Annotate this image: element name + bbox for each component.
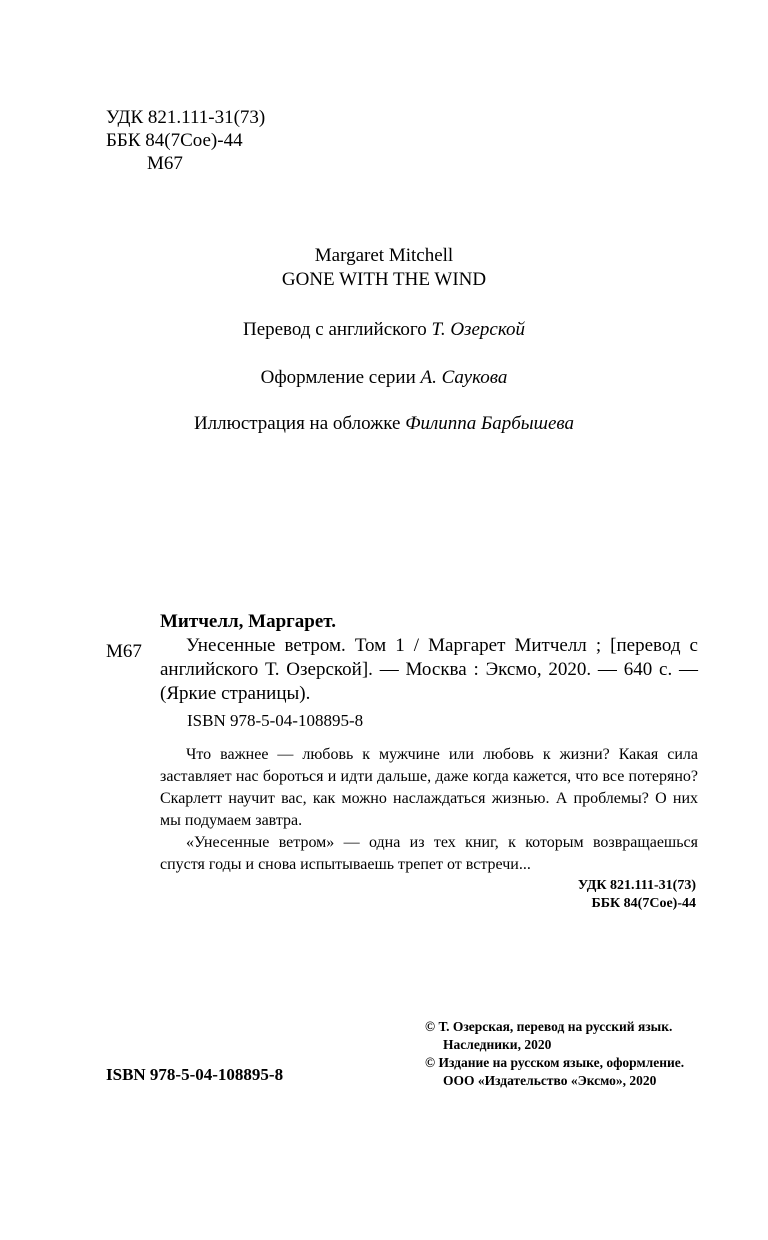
original-author: Margaret Mitchell <box>314 245 454 266</box>
translation-prefix: Перевод с английского <box>242 319 432 340</box>
author-mark: М67 <box>147 153 183 174</box>
series-designer-name: А. Саукова <box>420 367 508 388</box>
card-classification <box>578 877 696 913</box>
series-design-credit <box>0 366 768 390</box>
card-author-heading: Митчелл, Маргарет. <box>160 611 336 632</box>
cover-illustration-credit <box>0 412 768 436</box>
annotation <box>160 744 698 876</box>
card-entry: Унесенные ветром. Том 1 / Маргарет Митчелл ; [перевод с английского Т. Озерской]. — Москва : Эксмо, 2020. — 640 с. — (Яркие страницы). <box>160 635 698 704</box>
card-bbk: ББК 84(7Сое)-44 <box>591 896 696 911</box>
card-author-mark: М67 <box>106 641 142 662</box>
card-udk: УДК 821.111-31(73) <box>577 878 696 893</box>
copyright-translation: © Т. Озерская, перевод на русский язык. <box>425 1019 673 1034</box>
udk-code: УДК 821.111-31(73) <box>106 107 266 128</box>
series-design-prefix: Оформление серии <box>260 367 421 388</box>
copyright-block <box>425 1018 715 1090</box>
cover-illustration-prefix: Иллюстрация на обложке <box>193 413 406 434</box>
isbn-bottom: ISBN 978-5-04-108895-8 <box>106 1065 284 1084</box>
translation-credit <box>0 318 768 342</box>
annotation-paragraph-1: Что важнее — любовь к мужчине или любовь к жизни? Какая сила заставляет нас бороться и идти дальше, даже когда кажется, что все потеряно? Скарлетт научит вас, как можно наслаждаться жизнью. А проблемы? О них мы подумаем завтра. <box>160 746 698 829</box>
bbk-code: ББК 84(7Сое)-44 <box>106 130 243 151</box>
annotation-paragraph-2: «Унесенные ветром» — одна из тех книг, к которым возвращаешься спустя годы и снова испытываешь трепет от встречи... <box>160 834 698 873</box>
card-isbn: ISBN 978-5-04-108895-8 <box>187 711 364 730</box>
cover-illustrator-name: Филиппа Барбышева <box>405 413 575 434</box>
copyright-edition: © Издание на русском языке, оформление. <box>425 1055 685 1070</box>
copyright-publisher: ООО «Издательство «Эксмо», 2020 <box>443 1073 657 1088</box>
original-title: GONE WITH THE WIND <box>281 269 487 290</box>
translator-name: Т. Озерской <box>431 319 526 340</box>
copyright-translation-holder: Наследники, 2020 <box>443 1037 552 1052</box>
